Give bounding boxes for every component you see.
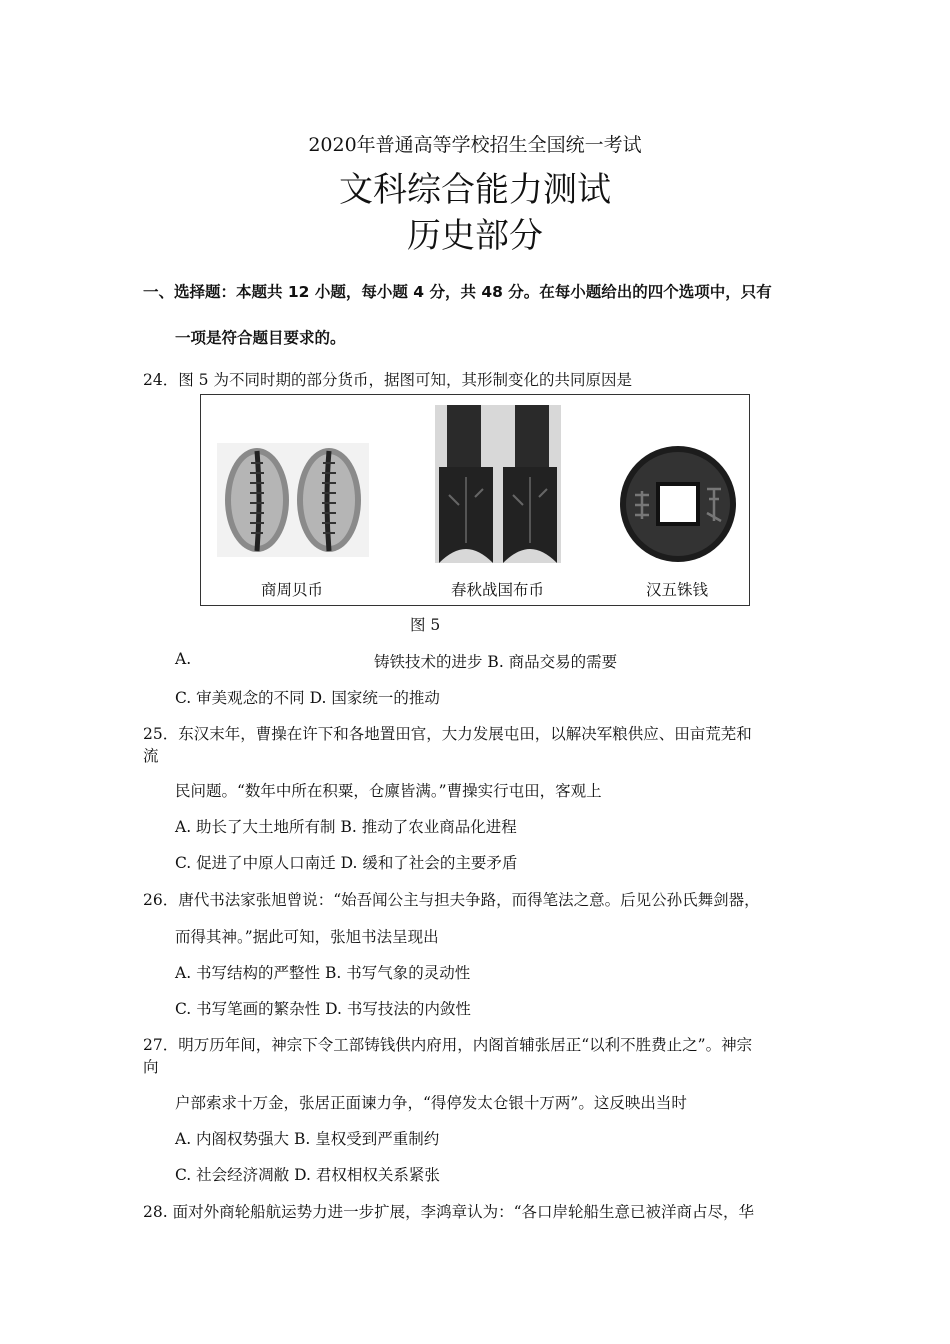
question-27-stem: 27．明万历年间，神宗下令工部铸钱供内府用，内阁首辅张居正“以利不胜费止之”。神宗: [143, 1036, 753, 1054]
question-27-options-ab: A. 内阁权势强大 B. 皇权受到严重制约: [175, 1130, 440, 1148]
figure-5: [200, 394, 750, 606]
question-27-stem-cont: 户部索求十万金，张居正面谏力争，“得停发太仓银十万两”。这反映出当时: [175, 1094, 687, 1112]
question-25-stem-wrap: 流: [143, 747, 159, 765]
spade-coin-image: [435, 405, 561, 563]
question-24-stem: 24．图 5 为不同时期的部分货币，据图可知，其形制变化的共同原因是: [143, 371, 632, 389]
question-26-stem-cont: 而得其神。”据此可知，张旭书法呈现出: [175, 928, 439, 946]
exam-subtitle: 文科综合能力测试: [339, 170, 611, 210]
wuzhu-coin-image: [617, 443, 739, 565]
shell-coin-image: [217, 443, 369, 557]
question-24-option-a-label: A.: [175, 650, 192, 668]
question-24-options-ab: 铸铁技术的进步 B. 商品交易的需要: [374, 653, 618, 671]
figure-caption-shell: 商周贝币: [261, 581, 324, 599]
question-25-stem: 25．东汉末年，曹操在许下和各地置田官，大力发展屯田，以解决军粮供应、田亩荒芜和: [143, 725, 752, 743]
section-heading-cont: 一项是符合题目要求的。: [175, 329, 346, 347]
question-25-stem-cont: 民问题。“数年中所在积粟，仓廪皆满。”曹操实行屯田，客观上: [175, 782, 602, 800]
question-26-options-ab: A. 书写结构的严整性 B. 书写气象的灵动性: [175, 964, 471, 982]
question-26-stem: 26．唐代书法家张旭曾说：“始吾闻公主与担夫争路，而得笔法之意。后见公孙氏舞剑器，: [143, 891, 760, 909]
exam-part: 历史部分: [407, 216, 543, 256]
question-27-stem-wrap: 向: [143, 1058, 159, 1076]
question-26-options-cd: C. 书写笔画的繁杂性 D. 书写技法的内敛性: [175, 1000, 471, 1018]
question-28-stem: 28. 面对外商轮船航运势力进一步扩展，李鸿章认为：“各口岸轮船生意已被洋商占尽，华: [143, 1203, 755, 1221]
figure-caption-wuzhu: 汉五铢钱: [646, 581, 709, 599]
figure-label: 图 5: [410, 616, 441, 634]
question-27-options-cd: C. 社会经济凋敝 D. 君权相权关系紧张: [175, 1166, 440, 1184]
question-25-options-cd: C. 促进了中原人口南迁 D. 缓和了社会的主要矛盾: [175, 854, 518, 872]
figure-caption-spade: 春秋战国布币: [451, 581, 545, 599]
question-25-options-ab: A. 助长了大土地所有制 B. 推动了农业商品化进程: [175, 818, 517, 836]
question-24-options-cd: C. 审美观念的不同 D. 国家统一的推动: [175, 689, 440, 707]
section-heading: 一、选择题：本题共 12 小题，每小题 4 分，共 48 分。在每小题给出的四个选项中，只有: [143, 283, 772, 301]
exam-title: 2020年普通高等学校招生全国统一考试: [308, 134, 642, 156]
